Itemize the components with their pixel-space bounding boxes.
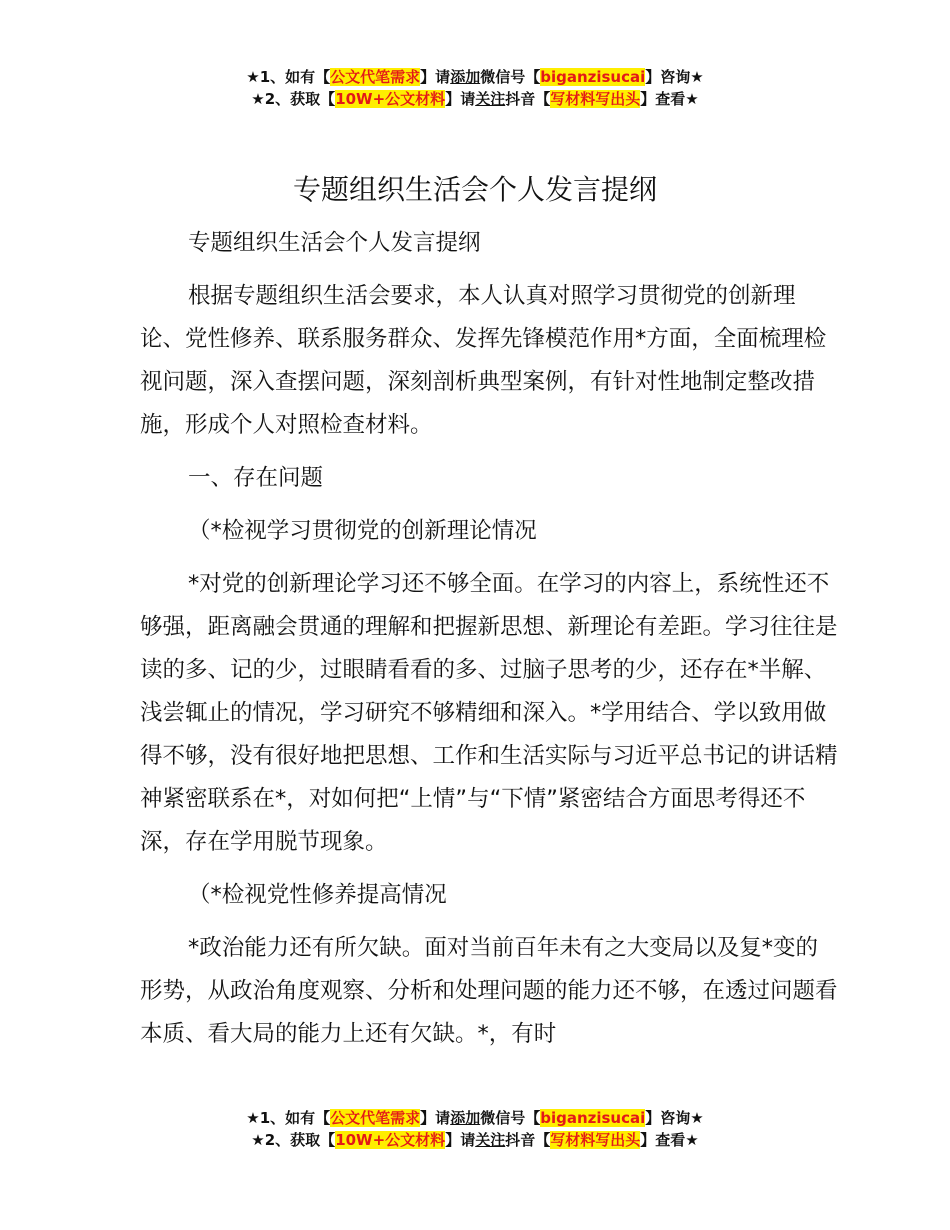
paragraph-subtitle: 专题组织生活会个人发言提纲 bbox=[188, 230, 481, 256]
header-line-2-suffix: 】查看★ bbox=[640, 90, 699, 108]
paragraph-theory-study: *对党的创新理论学习还不够全面。在学习的内容上，系统性还不够强，距离融会贯通的理解和把握新思想、新理论有差距。学习往往是读的多、记的少，过眼睛看看的多、过脑子思考的少，还存在*半解、浅尝辄止的情况，学习研究不够精细和深入。*学用结合、学以致用做得不够，没有很好地把思想、工作和生活实际与习近平总书记的讲话精神紧密联系在*，对如何把“上情”与“下情”紧密结合方面思考得还不深，存在学用脱节现象。 bbox=[140, 571, 838, 855]
footer-line-1 bbox=[0, 1107, 950, 1129]
paragraph-political-ability: *政治能力还有所欠缺。面对当前百年未有之大变局以及复*变的形势，从政治角度观察、分析和处理问题的能力还不够，在透过问题看本质、看大局的能力上还有欠缺。*，有时 bbox=[140, 935, 838, 1047]
header-line-2 bbox=[0, 88, 950, 110]
footer-line-1-prefix: ★1、如有【 bbox=[246, 1109, 331, 1127]
footer-line-1-underline-add: 添加 bbox=[450, 1109, 481, 1127]
subsection-heading-party-spirit: （*检视党性修养提高情况 bbox=[188, 882, 447, 908]
section-heading-problems: 一、存在问题 bbox=[188, 465, 324, 491]
paragraph-intro: 根据专题组织生活会要求，本人认真对照学习贯彻党的创新理论、党性修养、联系服务群众、发挥先锋模范作用*方面，全面梳理检视问题，深入查摆问题，深刻剖析典型案例，有针对性地制定整改措施，形成个人对照检查材料。 bbox=[140, 283, 827, 438]
footer-line-2-prefix: ★2、获取【 bbox=[251, 1131, 336, 1149]
document-body bbox=[140, 222, 840, 1066]
header-line-2-prefix: ★2、获取【 bbox=[251, 90, 336, 108]
footer-line-2-text-2: 抖音【 bbox=[505, 1131, 551, 1149]
footer-line-1-text: 】请 bbox=[420, 1109, 451, 1127]
footer-banner bbox=[0, 1107, 950, 1151]
footer-line-1-highlight-service: 公文代笔需求 bbox=[330, 1109, 421, 1127]
header-line-1-underline-add: 添加 bbox=[450, 68, 481, 86]
document-title: 专题组织生活会个人发言提纲 bbox=[292, 173, 657, 206]
header-line-1-text-2: 微信号【 bbox=[480, 68, 541, 86]
footer-line-1-highlight-wechat: biganzisucai bbox=[540, 1109, 646, 1127]
header-line-2-text-2: 抖音【 bbox=[505, 90, 551, 108]
header-line-1-suffix: 】咨询★ bbox=[645, 68, 704, 86]
header-line-1-highlight-wechat: biganzisucai bbox=[540, 68, 646, 86]
header-line-2-highlight-materials: 10W+公文材料 bbox=[335, 90, 446, 108]
subsection-heading-theory: （*检视学习贯彻党的创新理论情况 bbox=[188, 518, 537, 544]
footer-line-2-highlight-douyin: 写材料写出头 bbox=[550, 1131, 641, 1149]
footer-line-2-underline-follow: 关注 bbox=[475, 1131, 506, 1149]
header-line-1-text: 】请 bbox=[420, 68, 451, 86]
footer-line-2-text: 】请 bbox=[445, 1131, 476, 1149]
header-line-2-text: 】请 bbox=[445, 90, 476, 108]
footer-line-1-suffix: 】咨询★ bbox=[645, 1109, 704, 1127]
header-line-1 bbox=[0, 66, 950, 88]
header-banner bbox=[0, 66, 950, 110]
header-line-2-underline-follow: 关注 bbox=[475, 90, 506, 108]
header-line-1-highlight-service: 公文代笔需求 bbox=[330, 68, 421, 86]
header-line-1-prefix: ★1、如有【 bbox=[246, 68, 331, 86]
header-line-2-highlight-douyin: 写材料写出头 bbox=[550, 90, 641, 108]
footer-line-2-suffix: 】查看★ bbox=[640, 1131, 699, 1149]
footer-line-1-text-2: 微信号【 bbox=[480, 1109, 541, 1127]
footer-line-2 bbox=[0, 1129, 950, 1151]
footer-line-2-highlight-materials: 10W+公文材料 bbox=[335, 1131, 446, 1149]
